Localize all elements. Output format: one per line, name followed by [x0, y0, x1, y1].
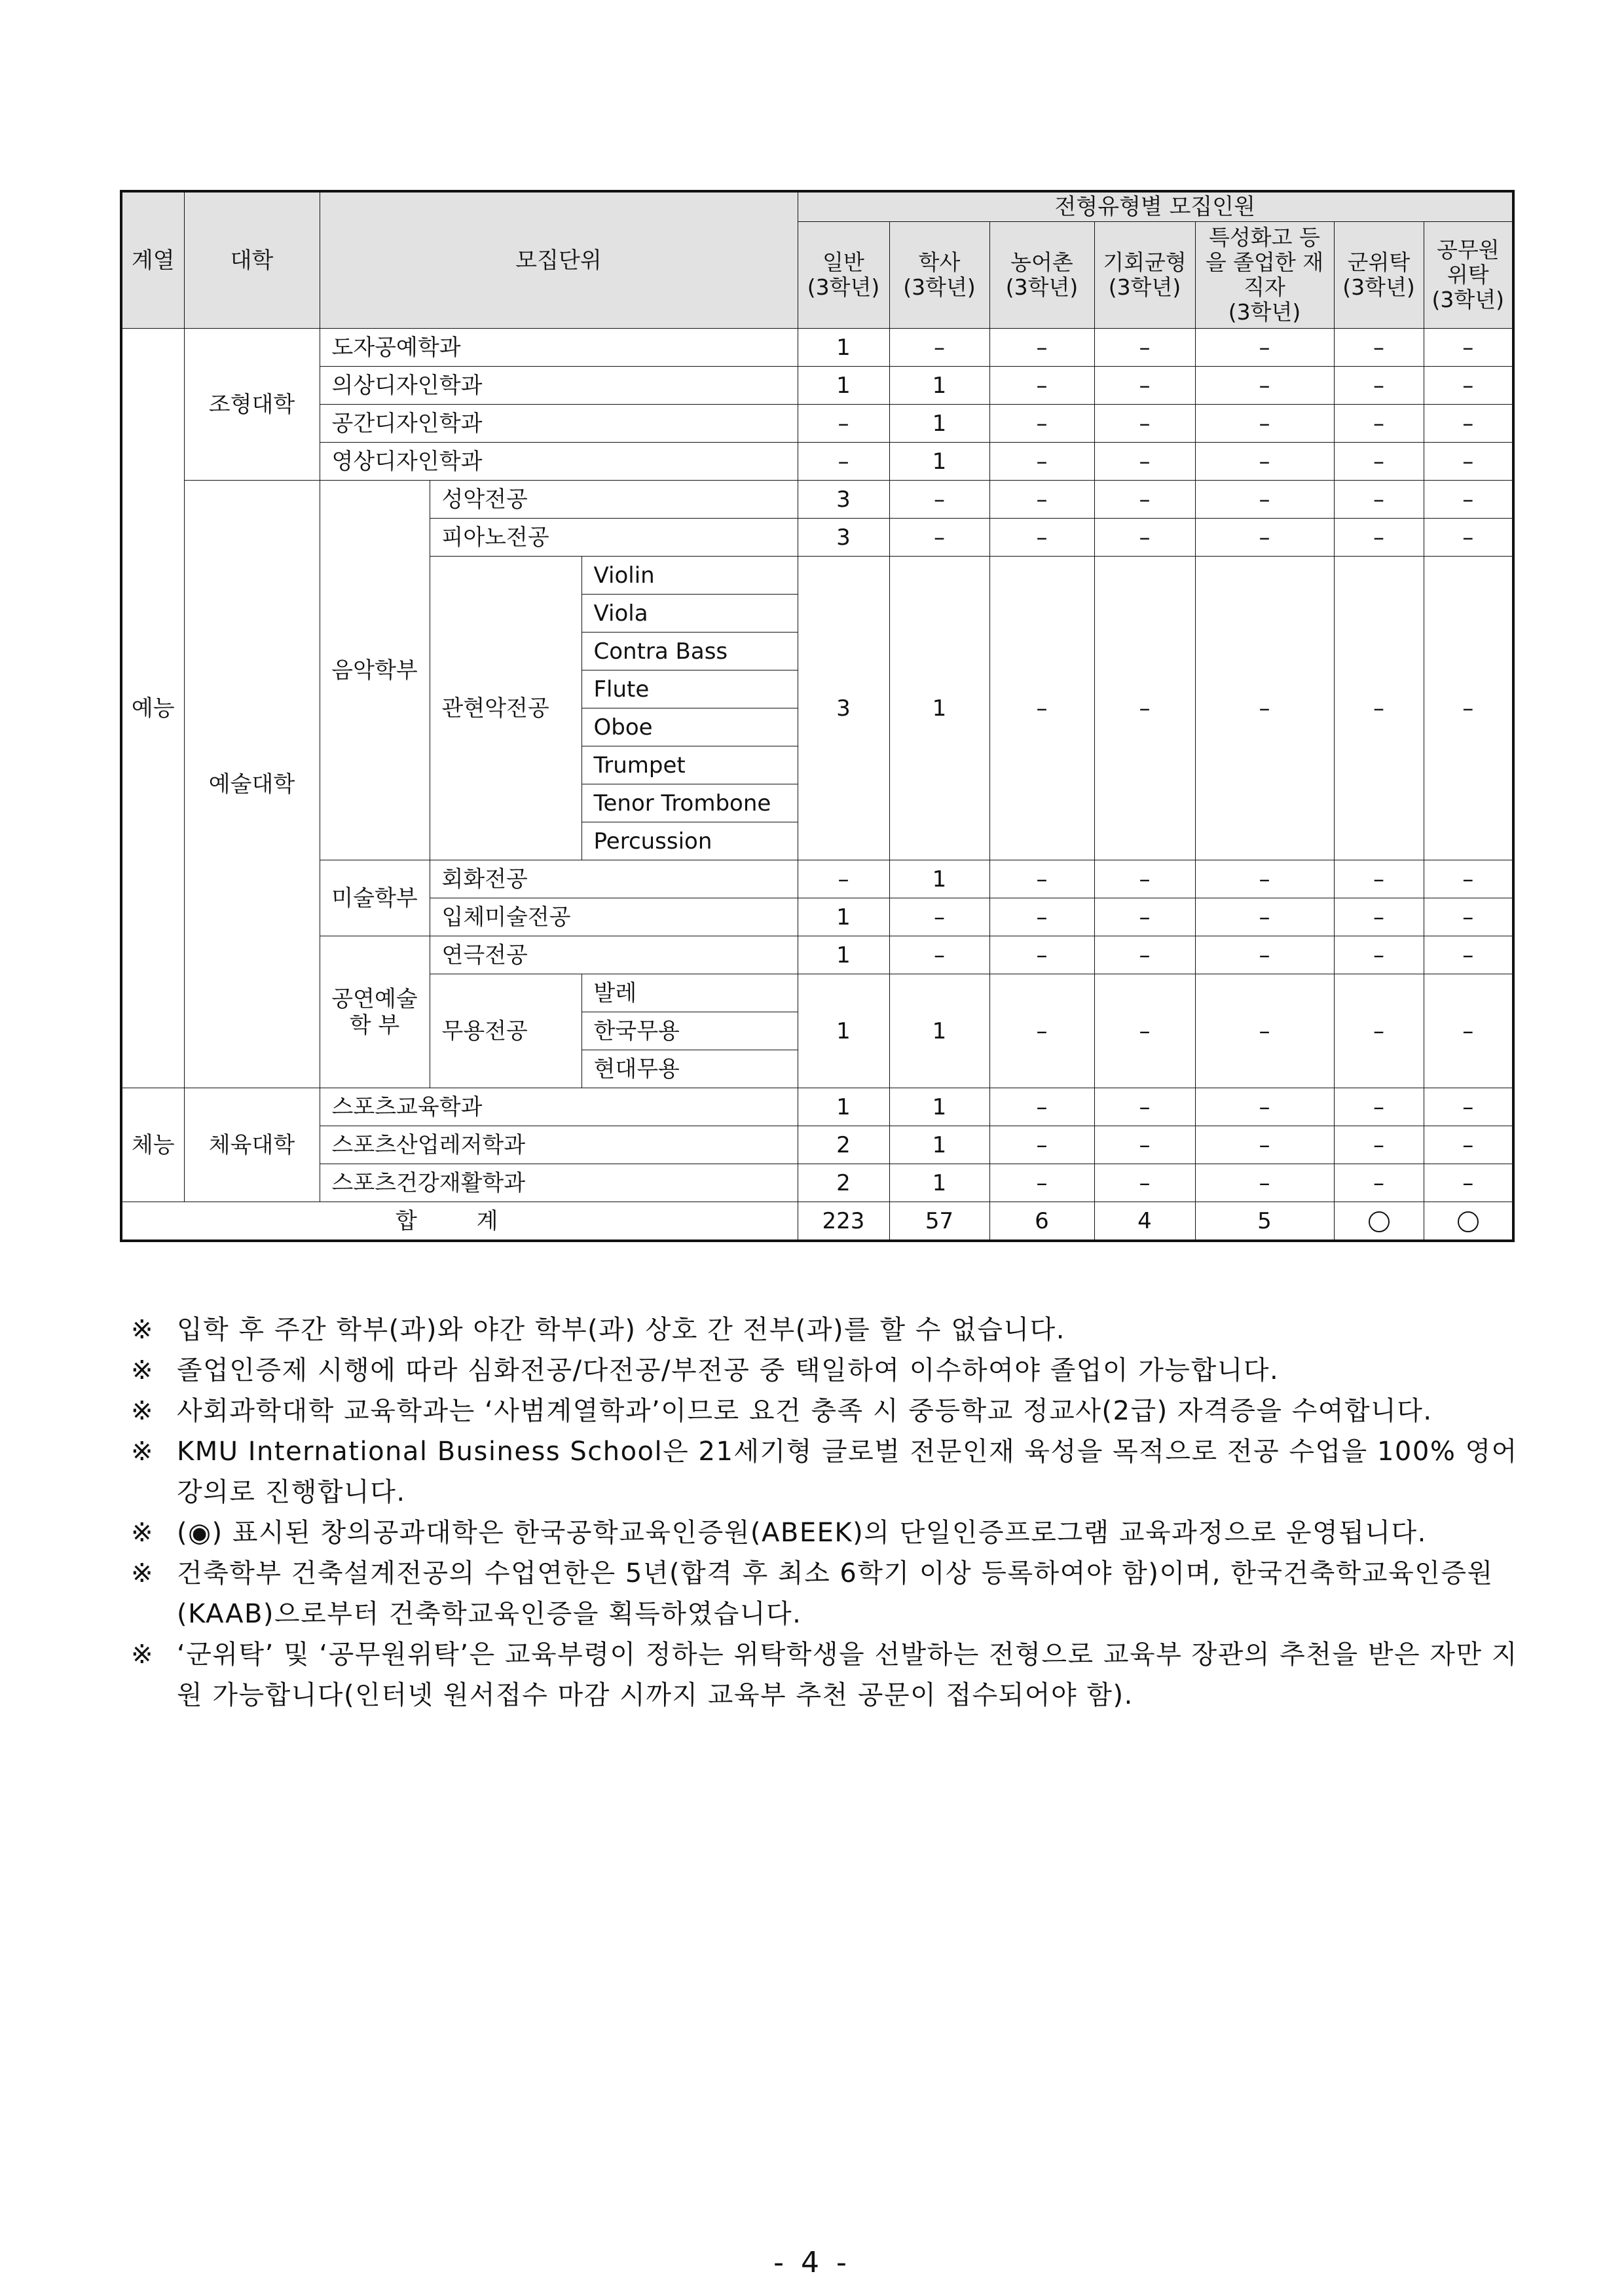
- value-cell: –: [1094, 860, 1195, 898]
- circle-mark-icon: [1369, 1211, 1390, 1232]
- value-cell: 3: [798, 557, 889, 860]
- table-row: [121, 443, 1513, 481]
- value-cell: –: [989, 1088, 1094, 1126]
- instrument-label: Percussion: [581, 822, 798, 860]
- value-cell: –: [1094, 329, 1195, 367]
- value-cell: –: [1094, 481, 1195, 519]
- value-cell: –: [989, 443, 1094, 481]
- value-cell: –: [989, 898, 1094, 936]
- value-cell: –: [989, 405, 1094, 443]
- value-cell: –: [889, 481, 989, 519]
- recruitment-table: [120, 190, 1515, 1242]
- unit-label: 스포츠교육학과: [320, 1088, 798, 1126]
- table-row: [121, 1164, 1513, 1202]
- value-cell: 1: [889, 443, 989, 481]
- college-sports: 체육대학: [184, 1088, 320, 1202]
- page-number: - 4 -: [773, 2246, 851, 2279]
- value-cell: 1: [889, 557, 989, 860]
- value-cell: –: [1094, 519, 1195, 557]
- notes-section: [131, 1310, 1532, 1716]
- value-cell: –: [989, 860, 1094, 898]
- value-cell: 1: [798, 367, 889, 405]
- value-cell: –: [798, 860, 889, 898]
- header-unit: 모집단위: [320, 191, 798, 329]
- note-item: ※ 사회과학대학 교육학과는 ‘사범계열학과’이므로 요건 충족 시 중등학교 정교사(2급) 자격증을 수여합니다.: [131, 1391, 1532, 1431]
- value-cell: 1: [798, 974, 889, 1088]
- value-cell: –: [1334, 329, 1424, 367]
- dance-style-label: 한국무용: [581, 1012, 798, 1050]
- dance-style-label: 발레: [581, 974, 798, 1012]
- value-cell: –: [1094, 936, 1195, 974]
- note-item: ※ (◉) 표시된 창의공과대학은 한국공학교육인증원(ABEEK)의 단일인증프로그램 교육과정으로 운영됩니다.: [131, 1513, 1532, 1553]
- table-row: [121, 329, 1513, 367]
- instrument-label: Trumpet: [581, 746, 798, 784]
- value-cell: –: [1195, 860, 1334, 898]
- value-cell: –: [989, 936, 1094, 974]
- dept-fine-art: 미술학부: [320, 860, 430, 936]
- value-cell: –: [889, 936, 989, 974]
- value-cell: 1: [889, 1088, 989, 1126]
- value-cell: –: [1094, 898, 1195, 936]
- reference-mark-icon: ※: [131, 1518, 155, 1548]
- note-item: ※ KMU International Business School은 21세기형 글로벌 전문인재 육성을 목적으로 전공 수업을 100% 영어강의로 진행합니다.: [131, 1431, 1532, 1513]
- value-cell: –: [1094, 405, 1195, 443]
- college-arts: 예술대학: [184, 481, 320, 1088]
- instrument-label: Contra Bass: [581, 633, 798, 670]
- value-cell: –: [1424, 974, 1513, 1088]
- note-item: ※ 입학 후 주간 학부(과)와 야간 학부(과) 상호 간 전부(과)를 할 수 없습니다.: [131, 1310, 1532, 1350]
- value-cell: –: [889, 898, 989, 936]
- value-cell: –: [1195, 329, 1334, 367]
- value-cell: –: [1094, 443, 1195, 481]
- total-value: 5: [1195, 1202, 1334, 1241]
- value-cell: –: [1334, 557, 1424, 860]
- unit-label: 성악전공: [430, 481, 798, 519]
- value-cell: –: [1424, 443, 1513, 481]
- college-design: 조형대학: [184, 329, 320, 481]
- value-cell: 2: [798, 1164, 889, 1202]
- instrument-label: Violin: [581, 557, 798, 595]
- value-cell: –: [1424, 367, 1513, 405]
- total-value: 223: [798, 1202, 889, 1241]
- value-cell: 3: [798, 481, 889, 519]
- value-cell: –: [1094, 974, 1195, 1088]
- value-cell: –: [1094, 1088, 1195, 1126]
- value-cell: –: [989, 1126, 1094, 1164]
- value-cell: 2: [798, 1126, 889, 1164]
- value-cell: –: [989, 481, 1094, 519]
- table-row: [121, 860, 1513, 898]
- header-type-military: 군위탁 (3학년): [1334, 222, 1424, 329]
- value-cell: –: [1424, 1164, 1513, 1202]
- value-cell: 3: [798, 519, 889, 557]
- line-sports: 체능: [121, 1088, 184, 1202]
- dept-music: 음악학부: [320, 481, 430, 860]
- value-cell: –: [1094, 1126, 1195, 1164]
- note-item: ※ 졸업인증제 시행에 따라 심화전공/다전공/부전공 중 택일하여 이수하여야 졸업이 가능합니다.: [131, 1350, 1532, 1391]
- header-line: 계열: [121, 191, 184, 329]
- value-cell: –: [1195, 898, 1334, 936]
- value-cell: –: [1334, 898, 1424, 936]
- line-arts: 예능: [121, 329, 184, 1088]
- value-cell: –: [1334, 443, 1424, 481]
- value-cell: –: [1334, 1088, 1424, 1126]
- value-cell: –: [1195, 519, 1334, 557]
- header-type-group: 전형유형별 모집인원: [798, 191, 1513, 222]
- value-cell: –: [1195, 1126, 1334, 1164]
- value-cell: –: [989, 329, 1094, 367]
- value-cell: –: [889, 329, 989, 367]
- table-row: [121, 481, 1513, 519]
- total-value: [1424, 1202, 1513, 1241]
- value-cell: 1: [798, 329, 889, 367]
- value-cell: –: [1334, 974, 1424, 1088]
- value-cell: 1: [889, 367, 989, 405]
- unit-label: 스포츠건강재활학과: [320, 1164, 798, 1202]
- value-cell: –: [798, 405, 889, 443]
- unit-label: 영상디자인학과: [320, 443, 798, 481]
- unit-label: 무용전공: [430, 974, 581, 1088]
- value-cell: 1: [889, 860, 989, 898]
- value-cell: 1: [798, 1088, 889, 1126]
- value-cell: 1: [889, 1126, 989, 1164]
- reference-mark-icon: ※: [131, 1315, 155, 1345]
- total-value: 4: [1094, 1202, 1195, 1241]
- value-cell: –: [989, 974, 1094, 1088]
- value-cell: –: [1195, 1164, 1334, 1202]
- value-cell: –: [1195, 1088, 1334, 1126]
- value-cell: –: [989, 367, 1094, 405]
- value-cell: 1: [889, 405, 989, 443]
- value-cell: 1: [889, 1164, 989, 1202]
- value-cell: –: [1334, 936, 1424, 974]
- total-row: [121, 1202, 1513, 1241]
- value-cell: –: [1195, 405, 1334, 443]
- reference-mark-icon: ※: [131, 1355, 155, 1386]
- value-cell: 1: [889, 974, 989, 1088]
- table-row: [121, 1088, 1513, 1126]
- value-cell: –: [1424, 1126, 1513, 1164]
- reference-mark-icon: ※: [131, 1396, 155, 1426]
- value-cell: –: [1334, 860, 1424, 898]
- header-type-equal-opportunity: 기회균형 (3학년): [1094, 222, 1195, 329]
- reference-mark-icon: ※: [131, 1558, 155, 1588]
- value-cell: –: [1424, 1088, 1513, 1126]
- value-cell: –: [1334, 519, 1424, 557]
- instrument-label: Tenor Trombone: [581, 784, 798, 822]
- dance-style-label: 현대무용: [581, 1050, 798, 1088]
- value-cell: 1: [798, 898, 889, 936]
- value-cell: –: [1195, 936, 1334, 974]
- value-cell: –: [989, 519, 1094, 557]
- unit-label: 피아노전공: [430, 519, 798, 557]
- value-cell: –: [1334, 1164, 1424, 1202]
- value-cell: –: [1424, 860, 1513, 898]
- value-cell: –: [1424, 405, 1513, 443]
- reference-mark-icon: ※: [131, 1437, 155, 1467]
- total-value: 6: [989, 1202, 1094, 1241]
- value-cell: –: [989, 1164, 1094, 1202]
- value-cell: –: [1424, 329, 1513, 367]
- value-cell: –: [889, 519, 989, 557]
- value-cell: –: [1334, 1126, 1424, 1164]
- value-cell: –: [1094, 557, 1195, 860]
- header-type-civil-servant: 공무원 위탁 (3학년): [1424, 222, 1513, 329]
- value-cell: –: [1424, 519, 1513, 557]
- instrument-label: Viola: [581, 595, 798, 633]
- value-cell: –: [1334, 367, 1424, 405]
- unit-label: 의상디자인학과: [320, 367, 798, 405]
- unit-label: 회화전공: [430, 860, 798, 898]
- value-cell: –: [1195, 557, 1334, 860]
- value-cell: –: [989, 557, 1094, 860]
- circle-mark-icon: [1458, 1211, 1479, 1232]
- value-cell: –: [1195, 974, 1334, 1088]
- table-row: [121, 405, 1513, 443]
- value-cell: –: [1424, 898, 1513, 936]
- value-cell: –: [1195, 443, 1334, 481]
- header-type-general: 일반 (3학년): [798, 222, 889, 329]
- instrument-label: Flute: [581, 670, 798, 708]
- value-cell: –: [1195, 367, 1334, 405]
- reference-mark-icon: ※: [131, 1640, 155, 1670]
- note-item: ※ ‘군위탁’ 및 ‘공무원위탁’은 교육부령이 정하는 위탁학생을 선발하는 전형으로 교육부 장관의 추천을 받은 자만 지원 가능합니다(인터넷 원서접수 마감 시까지 교육부 추천 공문이 접수되어야 함).: [131, 1634, 1532, 1716]
- header-type-vocational-worker: 특성화고 등을 졸업한 재직자 (3학년): [1195, 222, 1334, 329]
- header-type-rural: 농어촌 (3학년): [989, 222, 1094, 329]
- unit-label: 입체미술전공: [430, 898, 798, 936]
- note-item: ※ 건축학부 건축설계전공의 수업연한은 5년(합격 후 최소 6학기 이상 등록하여야 함)이며, 한국건축학교육인증원(KAAB)으로부터 건축학교육인증을 획득하였습니다.: [131, 1553, 1532, 1634]
- value-cell: –: [1094, 1164, 1195, 1202]
- value-cell: –: [1334, 405, 1424, 443]
- value-cell: –: [798, 443, 889, 481]
- dept-performing-arts: 공연예술학 부: [320, 936, 430, 1088]
- total-value: 57: [889, 1202, 989, 1241]
- header-college: 대학: [184, 191, 320, 329]
- value-cell: –: [1195, 481, 1334, 519]
- value-cell: –: [1334, 481, 1424, 519]
- unit-label: 스포츠산업레저학과: [320, 1126, 798, 1164]
- unit-label: 공간디자인학과: [320, 405, 798, 443]
- table-row: [121, 1126, 1513, 1164]
- table-row: [121, 367, 1513, 405]
- unit-label: 도자공예학과: [320, 329, 798, 367]
- total-label: 합 계: [121, 1202, 798, 1241]
- value-cell: –: [1424, 481, 1513, 519]
- value-cell: –: [1094, 367, 1195, 405]
- total-value: [1334, 1202, 1424, 1241]
- header-type-bachelor: 학사 (3학년): [889, 222, 989, 329]
- value-cell: –: [1424, 557, 1513, 860]
- value-cell: –: [1424, 936, 1513, 974]
- unit-label: 연극전공: [430, 936, 798, 974]
- table-row: [121, 936, 1513, 974]
- instrument-label: Oboe: [581, 708, 798, 746]
- unit-label: 관현악전공: [430, 557, 581, 860]
- value-cell: 1: [798, 936, 889, 974]
